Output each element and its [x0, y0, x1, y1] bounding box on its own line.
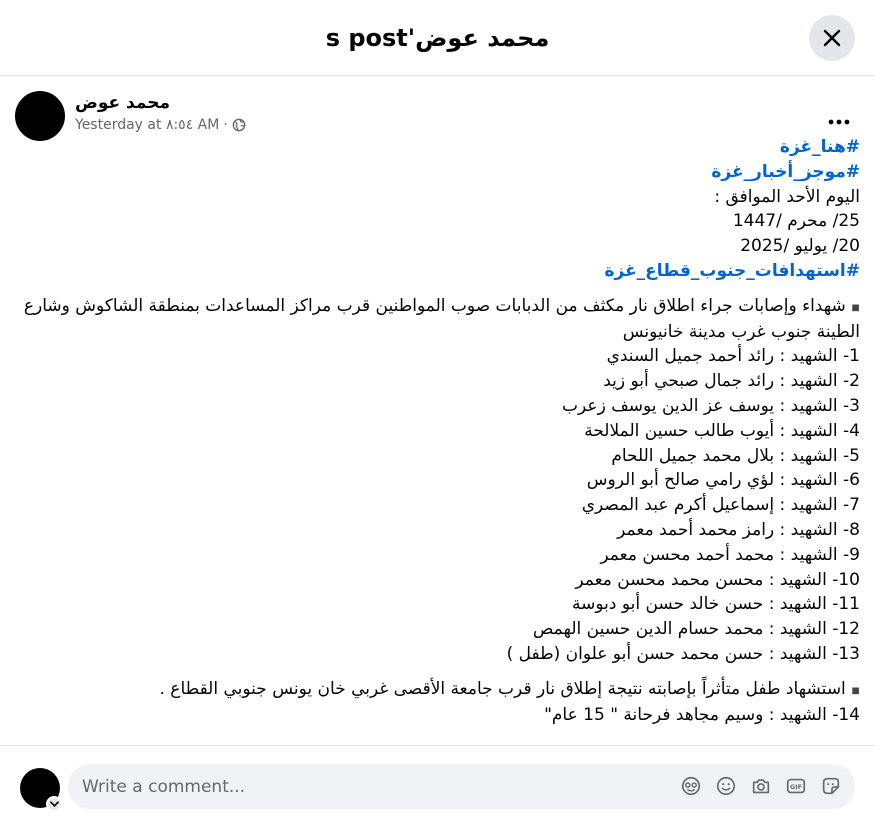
globe-icon[interactable] [232, 118, 246, 132]
post-paragraph [15, 294, 860, 345]
meta-separator: · [223, 117, 228, 133]
martyr-list-item: 9- الشهيد : محمد أحمد محسن معمر [600, 544, 860, 565]
chevron-down-icon [50, 801, 59, 807]
post-body [15, 135, 860, 727]
more-options-button[interactable] [824, 107, 854, 137]
close-icon [822, 28, 842, 48]
emoji-button[interactable] [714, 774, 738, 798]
comment-composer [0, 745, 875, 832]
martyr-list-item: 5- الشهيد : بلال محمد جميل اللحام [611, 445, 860, 466]
post-text-line: 20/ يوليو /2025 [740, 236, 860, 257]
sticker-icon [820, 775, 842, 797]
svg-text:GIF: GIF [789, 782, 803, 791]
post-paragraph-text: شهداء وإصابات جراء اطلاق نار مكثف من الدبابات صوب المواطنين قرب مراكز المساعدات بمنطقة الشاكوش وشارع الطينة جنوب غرب مدينة خانيونس [23, 295, 860, 342]
camera-button[interactable] [749, 774, 773, 798]
hashtag-link[interactable]: #موجز_أخبار_غزة [711, 161, 860, 182]
avatar-switch-button[interactable] [46, 796, 62, 812]
post-text-line: اليوم الأحد الموافق : [714, 186, 860, 207]
gif-icon [785, 775, 807, 797]
post-scroll-area[interactable] [0, 77, 875, 745]
martyr-list-item: 4- الشهيد : أيوب طالب حسين الملالحة [584, 420, 860, 441]
martyr-list-item: 3- الشهيد : يوسف عز الدين يوسف زعرب [562, 395, 860, 416]
comment-placeholder: Write a comment... [82, 776, 246, 797]
martyr-list-item: 10- الشهيد : محسن محمد محسن معمر [575, 569, 860, 590]
comment-tools [679, 774, 843, 798]
martyr-list-item: 6- الشهيد : لؤي رامي صالح أبو الروس [586, 470, 860, 491]
bullet-icon: ◾ [851, 299, 860, 314]
close-button[interactable] [809, 15, 855, 61]
post-meta [75, 117, 246, 133]
martyr-list-item: 14- الشهيد : وسيم مجاهد فرحانة " 15 عام" [544, 704, 860, 725]
modal-header [0, 0, 875, 76]
post-text-line: 25/ محرم /1447 [732, 211, 860, 232]
martyr-list-item: 13- الشهيد : حسن محمد حسن أبو علوان (طفل ) [506, 643, 860, 664]
more-options-icon [828, 119, 850, 125]
page-title: محمد عوض's post [325, 23, 550, 52]
martyr-list-item: 7- الشهيد : إسماعيل أكرم عبد المصري [581, 495, 860, 516]
hashtag-link[interactable]: #هنا_غزة [779, 137, 860, 157]
martyr-list-item: 1- الشهيد : رائد أحمد جميل السندي [606, 346, 860, 367]
comment-input[interactable] [68, 764, 855, 809]
camera-icon [750, 775, 772, 797]
martyr-list-item: 2- الشهيد : رائد جمال صبحي أبو زيد [603, 371, 860, 392]
avatar-sticker-button[interactable] [679, 774, 703, 798]
sticker-button[interactable] [819, 774, 843, 798]
author-avatar[interactable] [15, 91, 65, 141]
hashtag-link[interactable]: #استهدافات_جنوب_قطاع_غزة [604, 260, 860, 281]
bullet-icon: ◾ [851, 682, 860, 697]
martyr-list-item: 11- الشهيد : حسن خالد حسن أبو دبوسة [572, 594, 860, 615]
emoji-icon [715, 775, 737, 797]
post-paragraph [15, 677, 860, 703]
martyr-list-item: 12- الشهيد : محمد حسام الدين حسين الهمص [532, 619, 860, 640]
avatar-sticker-icon [680, 775, 702, 797]
author-name[interactable]: محمد عوض [75, 93, 171, 113]
martyr-list-item: 8- الشهيد : رامز محمد أحمد معمر [617, 519, 860, 540]
post-timestamp[interactable]: Yesterday at ٨:٥٤ AM [75, 117, 220, 133]
post-paragraph-text: استشهاد طفل متأثراً بإصابته نتيجة إطلاق نار قرب جامعة الأقصى غربي خان يونس جنوبي القطاع . [159, 678, 846, 699]
gif-button[interactable] [784, 774, 808, 798]
